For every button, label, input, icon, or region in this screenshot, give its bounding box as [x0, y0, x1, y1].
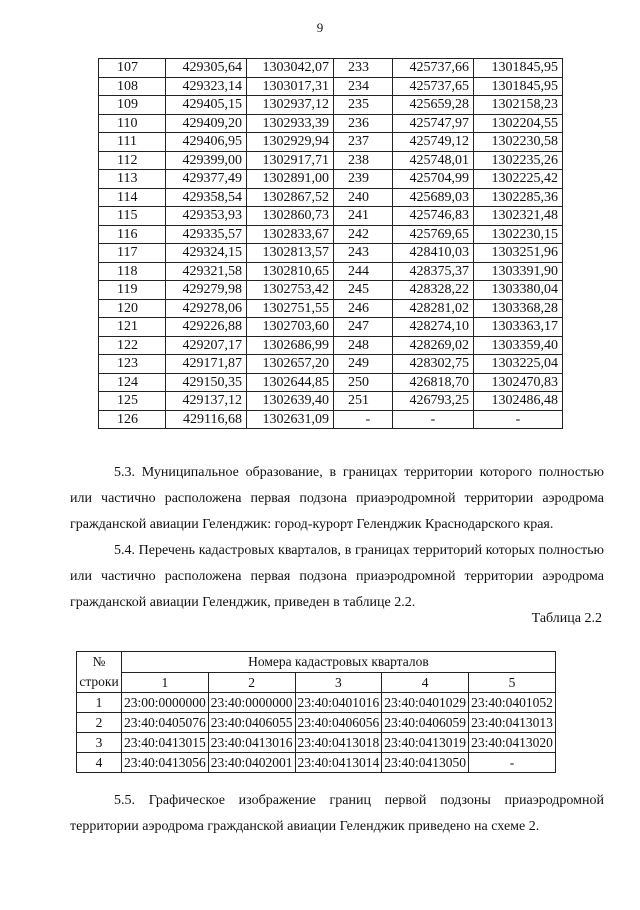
x-coord-2-cell: 425746,83: [393, 207, 474, 226]
point-number-2-cell: 241: [334, 207, 393, 226]
y-coord-cell: 1303042,07: [247, 59, 334, 78]
x-coord-2-cell: 428281,02: [393, 299, 474, 318]
paragraph-5-5: [70, 788, 604, 840]
table-row: [99, 373, 563, 392]
point-number-cell: 112: [99, 151, 166, 170]
point-number-2-cell: 247: [334, 318, 393, 337]
cadastral-quarter-cell: 23:40:0406056: [295, 713, 382, 733]
y-coord-2-cell: 1302158,23: [474, 96, 563, 115]
point-number-cell: 108: [99, 77, 166, 96]
row-number-header: [77, 652, 122, 693]
paragraph-5-4: [70, 538, 604, 616]
point-number-2-cell: 243: [334, 244, 393, 263]
page-number: 9: [316, 20, 324, 35]
point-number-2-cell: 249: [334, 355, 393, 374]
point-number-cell: 123: [99, 355, 166, 374]
y-coord-2-cell: 1302230,58: [474, 133, 563, 152]
table-row: [99, 225, 563, 244]
point-number-2-cell: 236: [334, 114, 393, 133]
table-row: [99, 170, 563, 189]
x-coord-cell: 429405,15: [166, 96, 247, 115]
y-coord-cell: 1302929,94: [247, 133, 334, 152]
cadastral-quarter-cell: 23:40:0406055: [208, 713, 295, 733]
y-coord-2-cell: 1303368,28: [474, 299, 563, 318]
table-row: [99, 244, 563, 263]
point-number-cell: 120: [99, 299, 166, 318]
x-coord-2-cell: 425748,01: [393, 151, 474, 170]
table-row: [99, 281, 563, 300]
paragraph-5-3-text: 5.3. Муниципальное образование, в границах территории которого полностью или частично расположена первая подзона приаэродромной территории аэродрома гражданской авиации Геленджик: город-курорт Геленджик Краснодарского края.: [70, 465, 604, 532]
y-coord-cell: 1302891,00: [247, 170, 334, 189]
y-coord-cell: 1302631,09: [247, 410, 334, 429]
point-number-cell: 110: [99, 114, 166, 133]
x-coord-cell: 429226,88: [166, 318, 247, 337]
point-number-cell: 113: [99, 170, 166, 189]
cadastral-quarter-cell: 23:40:0401029: [382, 693, 469, 713]
table-row: [99, 96, 563, 115]
y-coord-2-cell: 1303380,04: [474, 281, 563, 300]
point-number-cell: 126: [99, 410, 166, 429]
y-coord-2-cell: 1302230,15: [474, 225, 563, 244]
x-coord-cell: 429171,87: [166, 355, 247, 374]
x-coord-2-cell: 428328,22: [393, 281, 474, 300]
row-number-header-top: №: [92, 654, 106, 669]
point-number-2-cell: 239: [334, 170, 393, 189]
y-coord-2-cell: 1302486,48: [474, 392, 563, 411]
x-coord-2-cell: 428375,37: [393, 262, 474, 281]
y-coord-cell: 1302933,39: [247, 114, 334, 133]
cadastral-table: [76, 651, 556, 773]
x-coord-cell: 429324,15: [166, 244, 247, 263]
x-coord-cell: 429335,57: [166, 225, 247, 244]
y-coord-2-cell: 1303251,96: [474, 244, 563, 263]
x-coord-cell: 429323,14: [166, 77, 247, 96]
x-coord-cell: 429305,64: [166, 59, 247, 78]
table-row: [99, 207, 563, 226]
point-number-2-cell: 235: [334, 96, 393, 115]
point-number-2-cell: 250: [334, 373, 393, 392]
cadastral-quarter-cell: 23:40:0405076: [122, 713, 209, 733]
table-row: [77, 733, 556, 753]
x-coord-2-cell: -: [393, 410, 474, 429]
cadastral-quarter-cell: 23:40:0413018: [295, 733, 382, 753]
y-coord-2-cell: 1303225,04: [474, 355, 563, 374]
x-coord-2-cell: 425737,66: [393, 59, 474, 78]
x-coord-cell: 429377,49: [166, 170, 247, 189]
paragraph-5-4-text: 5.4. Перечень кадастровых кварталов, в границах территорий которых полностью или частично расположена первая подзона приаэродромной территории аэродрома гражданской авиации Геленджик, приведен в таблице 2.2.: [70, 543, 604, 610]
row-number-header-bottom: строки: [79, 674, 119, 689]
cadastral-quarter-cell: -: [469, 753, 556, 773]
point-number-2-cell: 251: [334, 392, 393, 411]
point-number-cell: 116: [99, 225, 166, 244]
y-coord-cell: 1302860,73: [247, 207, 334, 226]
table-row: [99, 336, 563, 355]
table-row: [99, 133, 563, 152]
table-row: [99, 318, 563, 337]
y-coord-2-cell: 1302470,83: [474, 373, 563, 392]
x-coord-cell: 429358,54: [166, 188, 247, 207]
point-number-cell: 122: [99, 336, 166, 355]
row-number-cell: 2: [77, 713, 122, 733]
column-number-cell: 4: [382, 672, 469, 693]
x-coord-2-cell: 425737,65: [393, 77, 474, 96]
point-number-2-cell: 234: [334, 77, 393, 96]
y-coord-2-cell: 1301845,95: [474, 59, 563, 78]
y-coord-cell: 1302751,55: [247, 299, 334, 318]
x-coord-2-cell: 428274,10: [393, 318, 474, 337]
cadastral-quarter-cell: 23:40:0413050: [382, 753, 469, 773]
x-coord-cell: 429406,95: [166, 133, 247, 152]
point-number-2-cell: 248: [334, 336, 393, 355]
table-row: [99, 188, 563, 207]
table-row: [99, 410, 563, 429]
row-number-cell: 1: [77, 693, 122, 713]
x-coord-cell: 429321,58: [166, 262, 247, 281]
point-number-cell: 118: [99, 262, 166, 281]
cadastral-quarter-cell: 23:40:0413016: [208, 733, 295, 753]
y-coord-cell: 1302753,42: [247, 281, 334, 300]
point-number-cell: 109: [99, 96, 166, 115]
point-number-cell: 114: [99, 188, 166, 207]
cadastral-quarter-cell: 23:40:0413015: [122, 733, 209, 753]
y-coord-2-cell: 1303359,40: [474, 336, 563, 355]
point-number-2-cell: 246: [334, 299, 393, 318]
x-coord-2-cell: 428302,75: [393, 355, 474, 374]
y-coord-cell: 1303017,31: [247, 77, 334, 96]
x-coord-cell: 429278,06: [166, 299, 247, 318]
y-coord-cell: 1302833,67: [247, 225, 334, 244]
table-row: [99, 151, 563, 170]
row-number-cell: 4: [77, 753, 122, 773]
table-row: [99, 355, 563, 374]
point-number-2-cell: 237: [334, 133, 393, 152]
row-number-cell: 3: [77, 733, 122, 753]
point-number-cell: 117: [99, 244, 166, 263]
column-number-cell: 3: [295, 672, 382, 693]
table-row: [99, 77, 563, 96]
point-number-2-cell: 233: [334, 59, 393, 78]
paragraph-5-5-text: 5.5. Графическое изображение границ первой подзоны приаэродромной территории аэродрома гражданской авиации Геленджик приведено на схеме 2.: [70, 793, 604, 834]
x-coord-cell: 429279,98: [166, 281, 247, 300]
y-coord-2-cell: 1301845,95: [474, 77, 563, 96]
x-coord-cell: 429137,12: [166, 392, 247, 411]
y-coord-2-cell: 1303391,90: [474, 262, 563, 281]
y-coord-cell: 1302867,52: [247, 188, 334, 207]
point-number-2-cell: 244: [334, 262, 393, 281]
x-coord-cell: 429207,17: [166, 336, 247, 355]
y-coord-2-cell: 1303363,17: [474, 318, 563, 337]
table-row: [99, 262, 563, 281]
column-number-cell: 1: [122, 672, 209, 693]
table-row: [77, 753, 556, 773]
x-coord-2-cell: 426793,25: [393, 392, 474, 411]
point-number-cell: 107: [99, 59, 166, 78]
cadastral-quarter-cell: 23:40:0413020: [469, 733, 556, 753]
cadastral-quarter-cell: 23:00:0000000: [122, 693, 209, 713]
x-coord-cell: 429409,20: [166, 114, 247, 133]
x-coord-cell: 429150,35: [166, 373, 247, 392]
cadastral-group-header: Номера кадастровых кварталов: [122, 652, 556, 673]
y-coord-cell: 1302703,60: [247, 318, 334, 337]
table-row: [99, 59, 563, 78]
y-coord-cell: 1302686,99: [247, 336, 334, 355]
table-row: [99, 114, 563, 133]
point-number-2-cell: 242: [334, 225, 393, 244]
cadastral-quarter-cell: 23:40:0401052: [469, 693, 556, 713]
y-coord-2-cell: 1302235,26: [474, 151, 563, 170]
x-coord-cell: 429116,68: [166, 410, 247, 429]
y-coord-2-cell: 1302225,42: [474, 170, 563, 189]
point-number-2-cell: 245: [334, 281, 393, 300]
table-caption: Таблица 2.2: [531, 611, 602, 626]
x-coord-cell: 429399,00: [166, 151, 247, 170]
y-coord-cell: 1302810,65: [247, 262, 334, 281]
x-coord-2-cell: 426818,70: [393, 373, 474, 392]
point-number-2-cell: 238: [334, 151, 393, 170]
cadastral-quarter-cell: 23:40:0413013: [469, 713, 556, 733]
y-coord-2-cell: 1302321,48: [474, 207, 563, 226]
y-coord-cell: 1302813,57: [247, 244, 334, 263]
cadastral-quarter-cell: 23:40:0402001: [208, 753, 295, 773]
x-coord-2-cell: 425747,97: [393, 114, 474, 133]
paragraph-5-3: [70, 460, 604, 538]
point-number-cell: 119: [99, 281, 166, 300]
y-coord-cell: 1302644,85: [247, 373, 334, 392]
point-number-cell: 125: [99, 392, 166, 411]
point-number-cell: 124: [99, 373, 166, 392]
x-coord-2-cell: 425659,28: [393, 96, 474, 115]
y-coord-cell: 1302917,71: [247, 151, 334, 170]
cadastral-quarter-cell: 23:40:0413056: [122, 753, 209, 773]
x-coord-2-cell: 428410,03: [393, 244, 474, 263]
point-number-2-cell: -: [334, 410, 393, 429]
table-row: [77, 713, 556, 733]
y-coord-cell: 1302937,12: [247, 96, 334, 115]
column-number-cell: 2: [208, 672, 295, 693]
cadastral-quarter-cell: 23:40:0401016: [295, 693, 382, 713]
coordinates-table: [98, 58, 563, 429]
table-row: [99, 299, 563, 318]
point-number-cell: 121: [99, 318, 166, 337]
y-coord-2-cell: 1302285,36: [474, 188, 563, 207]
cadastral-quarter-cell: 23:40:0406059: [382, 713, 469, 733]
x-coord-2-cell: 425689,03: [393, 188, 474, 207]
table-row: [99, 392, 563, 411]
cadastral-quarter-cell: 23:40:0000000: [208, 693, 295, 713]
x-coord-2-cell: 425749,12: [393, 133, 474, 152]
y-coord-2-cell: -: [474, 410, 563, 429]
point-number-cell: 111: [99, 133, 166, 152]
x-coord-2-cell: 425704,99: [393, 170, 474, 189]
cadastral-quarter-cell: 23:40:0413019: [382, 733, 469, 753]
x-coord-2-cell: 425769,65: [393, 225, 474, 244]
y-coord-cell: 1302639,40: [247, 392, 334, 411]
y-coord-2-cell: 1302204,55: [474, 114, 563, 133]
column-number-cell: 5: [469, 672, 556, 693]
point-number-cell: 115: [99, 207, 166, 226]
y-coord-cell: 1302657,20: [247, 355, 334, 374]
point-number-2-cell: 240: [334, 188, 393, 207]
x-coord-cell: 429353,93: [166, 207, 247, 226]
table-row: [77, 693, 556, 713]
x-coord-2-cell: 428269,02: [393, 336, 474, 355]
cadastral-quarter-cell: 23:40:0413014: [295, 753, 382, 773]
